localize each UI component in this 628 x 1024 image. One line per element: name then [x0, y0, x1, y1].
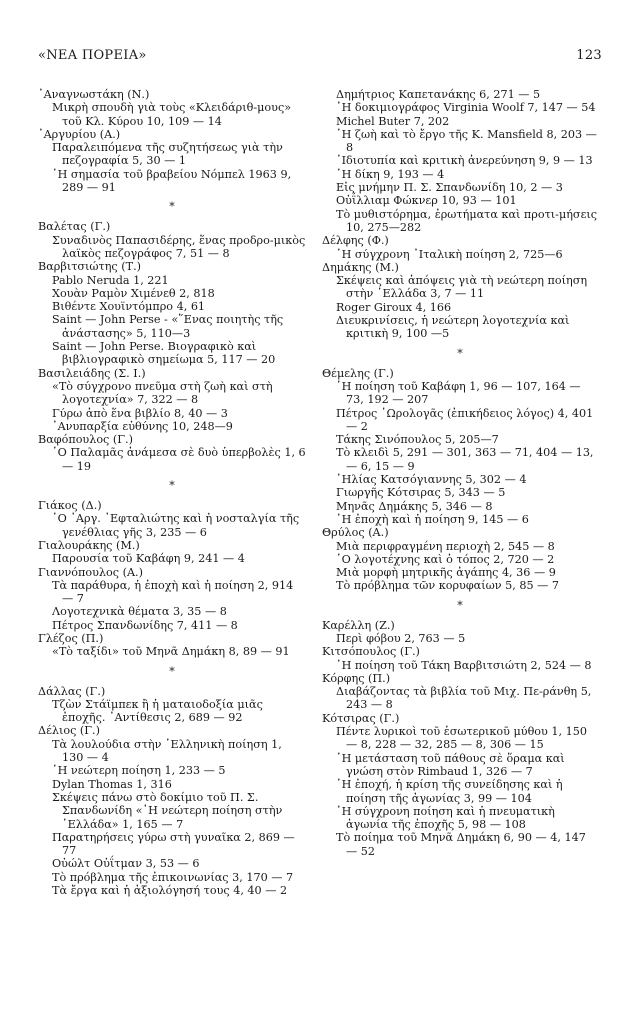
index-entry: Τὰ λουλούδια στὴν ῾Ελληνικὴ ποίηση 1, 130 — 4 — [52, 737, 282, 765]
index-entry: ῾Ο Παλαμᾶς ἀνάμεσα σὲ δυὸ ὑπερβολὲς 1, 6 — 19 — [52, 446, 306, 473]
index-entry: Τὸ κλειδὶ 5, 291 — 301, 363 — 71, 404 — 13, — 6, 15 — 9 — [336, 446, 594, 473]
author-heading: ᾿Αναγνωστάκη (Ν.) — [38, 88, 150, 101]
index-entry: Μιὰ μορφὴ μητρικῆς ἀγάπης 4, 36 — 9 — [336, 566, 556, 580]
index-entry: Τάκης Σινόπουλος 5, 205—7 — [336, 433, 499, 447]
author-heading: Δέλιος (Γ.) — [38, 724, 100, 738]
author-heading: Δημάκης (Μ.) — [322, 260, 399, 274]
author-heading: Βαρβιτσιώτης (Τ.) — [38, 260, 142, 274]
index-column-left — [38, 88, 306, 897]
index-entry: Pablo Neruda 1, 221 — [52, 273, 169, 287]
index-column-right — [322, 88, 598, 858]
index-entry: ᾿Ανυπαρξία εὐθύνης 10, 248—9 — [52, 419, 233, 433]
index-entry: Πέτρος Σπανδωνίδης 7, 411 — 8 — [52, 618, 238, 632]
index-entry: «Τὸ ταξίδι» τοῦ Μηνᾶ Δημάκη 8, 89 — 91 — [52, 645, 290, 659]
index-entry: Τὸ μυθιστόρημα, ἐρωτήματα καὶ προτι-μήσεις 10, 275—282 — [336, 207, 598, 234]
author-heading: Βασιλειάδης (Σ. Ι.) — [38, 366, 146, 380]
author-heading: Κότσιρας (Γ.) — [322, 711, 400, 725]
index-entry: Michel Buter 7, 202 — [336, 114, 450, 128]
index-entry: ῾Η σύγχρονη ᾿Ιταλικὴ ποίηση 2, 725—6 — [336, 247, 563, 261]
index-entry: ῾Ο ᾿Αργ. ᾿Εφταλιώτης καὶ ἡ νοσταλγία τῆς γενέθλιας γῆς 3, 235 — 6 — [52, 512, 300, 539]
index-entry: Οὐώλτ Οὐΐτμαν 3, 53 — 6 — [52, 857, 200, 871]
author-heading: Γιαννόπουλος (Α.) — [38, 565, 143, 579]
index-entry: Παρουσία τοῦ Καβάφη 9, 241 — 4 — [52, 552, 245, 566]
author-heading: Βαλέτας (Γ.) — [38, 220, 111, 234]
index-entry: Οὐΐλλιαμ Φώκνερ 10, 93 — 101 — [336, 194, 517, 208]
section-separator: * — [169, 479, 175, 493]
index-entry: Παραλειπόμενα τῆς συζητήσεως γιὰ τὴν πεζογραφία 5, 30 — 1 — [52, 141, 283, 168]
author-heading: Γλέζος (Π.) — [38, 631, 104, 645]
index-entry: ῾Η δίκη 9, 193 — 4 — [336, 167, 445, 181]
index-entry: Χουὰν Ραμὸν Χιμένεθ 2, 818 — [52, 286, 215, 300]
index-entry: Τὸ πρόβλημα τῆς ἐπικοινωνίας 3, 170 — 7 — [52, 870, 294, 884]
author-heading: Καρέλλη (Ζ.) — [322, 618, 395, 632]
author-heading: Βαφόπουλος (Γ.) — [38, 433, 133, 447]
index-entry: Dylan Thomas 1, 316 — [52, 777, 172, 791]
index-entry: Σκέψεις καὶ ἀπόψεις γιὰ τὴ νεώτερη ποίηση στὴν ῾Ελλάδα 3, 7 — 11 — [336, 274, 588, 301]
author-heading: Δάλλας (Γ.) — [38, 684, 106, 698]
journal-title: «ΝΕΑ ΠΟΡΕΙΑ» — [38, 48, 147, 63]
index-entry: Διαβάζοντας τὰ βιβλία τοῦ Μιχ. Πε-ράνθη 5, 243 — 8 — [336, 685, 592, 712]
author-heading: Γιάκος (Δ.) — [38, 499, 102, 513]
author-heading: Κόρφης (Π.) — [322, 671, 391, 685]
index-entry: Πέντε λυρικοὶ τοῦ ἐσωτερικοῦ μύθου 1, 150 — 8, 228 — 32, 285 — 8, 306 — 15 — [336, 725, 587, 752]
index-entry: ῾Η δοκιμιογράφος Virginia Woolf 7, 147 — 54 — [336, 101, 596, 115]
index-entry: ῾Η ἐποχὴ καὶ ἡ ποίηση 9, 145 — 6 — [336, 512, 529, 526]
index-entry: ῾Η σημασία τοῦ βραβείου Νόμπελ 1963 9, 289 — 91 — [52, 167, 292, 195]
index-entry: Συναδινὸς Παπασιδέρης, ἕνας προδρο-μικὸς λαϊκὸς πεζογράφος 7, 51 — 8 — [52, 233, 306, 260]
index-entry: «Τὸ σύγχρονο πνεῦμα στὴ ζωὴ καὶ στὴ λογοτεχνία» 7, 322 — 8 — [52, 379, 273, 407]
index-entry: Διευκρινίσεις, ἡ νεώτερη λογοτεχνία καὶ κριτικὴ 9, 100 —5 — [336, 314, 570, 341]
index-entry: Τὸ πρόβλημα τῶν κορυφαίων 5, 85 — 7 — [336, 579, 559, 593]
author-heading: ᾿Αργυρίου (Α.) — [38, 127, 121, 141]
index-entry: Saint — John Perse. Βιογραφικὸ καὶ βιβλιογραφικὸ σημείωμα 5, 117 — 20 — [52, 340, 276, 367]
index-entry: ῾Η νεώτερη ποίηση 1, 233 — 5 — [52, 764, 226, 778]
section-separator: * — [457, 346, 463, 360]
index-entry: ῾Η ποίηση τοῦ Τάκη Βαρβιτσιώτη 2, 524 — 8 — [336, 658, 592, 672]
index-entry: Δημήτριος Καπετανάκης 6, 271 — 5 — [336, 88, 541, 101]
index-entry: Τὰ ἔργα καὶ ἡ ἀξιολόγησή τους 4, 40 — 2 — [52, 884, 288, 898]
index-entry: Εἰς μνήμην Π. Σ. Σπανδωνίδη 10, 2 — 3 — [336, 181, 563, 195]
index-entry: Μηνᾶς Δημάκης 5, 346 — 8 — [336, 499, 493, 513]
page-number: 123 — [576, 48, 602, 63]
index-entry: Βιθέντε Χουϊντόμπρο 4, 61 — [52, 300, 206, 314]
index-entry: Γιωργῆς Κότσιρας 5, 343 — 5 — [336, 486, 506, 500]
index-entry: ῾Η ζωὴ καὶ τὸ ἔργο τῆς K. Mansfield 8, 203 — 8 — [336, 127, 597, 155]
section-separator: * — [169, 200, 175, 214]
index-entry: ῾Η ποίηση τοῦ Καβάφη 1, 96 — 107, 164 — 73, 192 — 207 — [336, 379, 581, 407]
author-heading: Γιαλουράκης (Μ.) — [38, 538, 140, 552]
index-entry: Roger Giroux 4, 166 — [336, 300, 452, 314]
index-entry: Saint — John Perse - «῞Ενας ποιητὴς τῆς ἀνάστασης» 5, 110—3 — [52, 313, 284, 340]
index-entry: Τὰ παράθυρα, ἡ ἐποχὴ καὶ ἡ ποίηση 2, 914 — 7 — [52, 578, 294, 606]
section-separator: * — [457, 598, 463, 612]
index-entry: Μικρὴ σπουδὴ γιὰ τοὺς «Κλειδάριθ-μους» τοῦ Κλ. Κύρου 10, 109 — 14 — [52, 101, 292, 128]
author-heading: Κιτσόπουλος (Γ.) — [322, 645, 420, 659]
section-separator: * — [169, 664, 175, 678]
index-entry: ῾Ο λογοτέχνης καὶ ὁ τόπος 2, 720 — 2 — [336, 552, 555, 566]
index-entry: ᾿Ιδιοτυπία καὶ κριτικὴ ἀνερεύνηση 9, 9 — 13 — [336, 154, 593, 168]
index-entry: Παρατηρήσεις γύρω στὴ γυναῖκα 2, 869 — 77 — [52, 830, 295, 858]
page-header — [38, 48, 602, 68]
index-entry: ῾Η ἐποχή, ἡ κρίση τῆς συνείδησης καὶ ἡ ποίηση τῆς ἀγωνίας 3, 99 — 104 — [336, 778, 563, 805]
index-entry: Τὸ ποίημα τοῦ Μηνᾶ Δημάκη 6, 90 — 4, 147 — 52 — [336, 831, 586, 858]
index-entry: Πέτρος ῾Ωρολογᾶς (ἐπικήδειος λόγος) 4, 401 — 2 — [336, 406, 594, 433]
index-entry: ῾Ηλίας Κατσόγιαννης 5, 302 — 4 — [336, 473, 527, 487]
author-heading: Θρύλος (Α.) — [322, 526, 389, 540]
index-entry: Σκέψεις πάνω στὸ δοκίμιο τοῦ Π. Σ. Σπανδωνίδη «῾Η νεώτερη ποίηση στὴν ῾Ελλάδα» 1, 165 — 7 — [52, 790, 283, 831]
author-heading: Δέλφης (Φ.) — [322, 234, 389, 248]
index-entry: Περὶ φόβου 2, 763 — 5 — [336, 631, 466, 645]
index-entry: Γύρω ἀπὸ ἕνα βιβλίο 8, 40 — 3 — [52, 406, 228, 420]
index-entry: ῾Η σύγχρονη ποίηση καὶ ἡ πνευματικὴ ἀγωνία τῆς ἐποχῆς 5, 98 — 108 — [336, 804, 555, 832]
index-entry: ῾Η μετάσταση τοῦ πάθους σὲ ὅραμα καὶ γνώση στὸν Rimbaud 1, 326 — 7 — [336, 751, 565, 778]
author-heading: Θέμελης (Γ.) — [322, 366, 394, 380]
index-entry: Τζὼν Στάϊμπεκ ἢ ἡ ματαιοδοξία μιᾶς ἐποχῆς. ᾿Αντίθεσις 2, 689 — 92 — [52, 697, 263, 725]
index-entry: Μιὰ περιφραγμένη περιοχὴ 2, 545 — 8 — [336, 539, 555, 553]
index-entry: Λογοτεχνικὰ θέματα 3, 35 — 8 — [52, 605, 227, 619]
